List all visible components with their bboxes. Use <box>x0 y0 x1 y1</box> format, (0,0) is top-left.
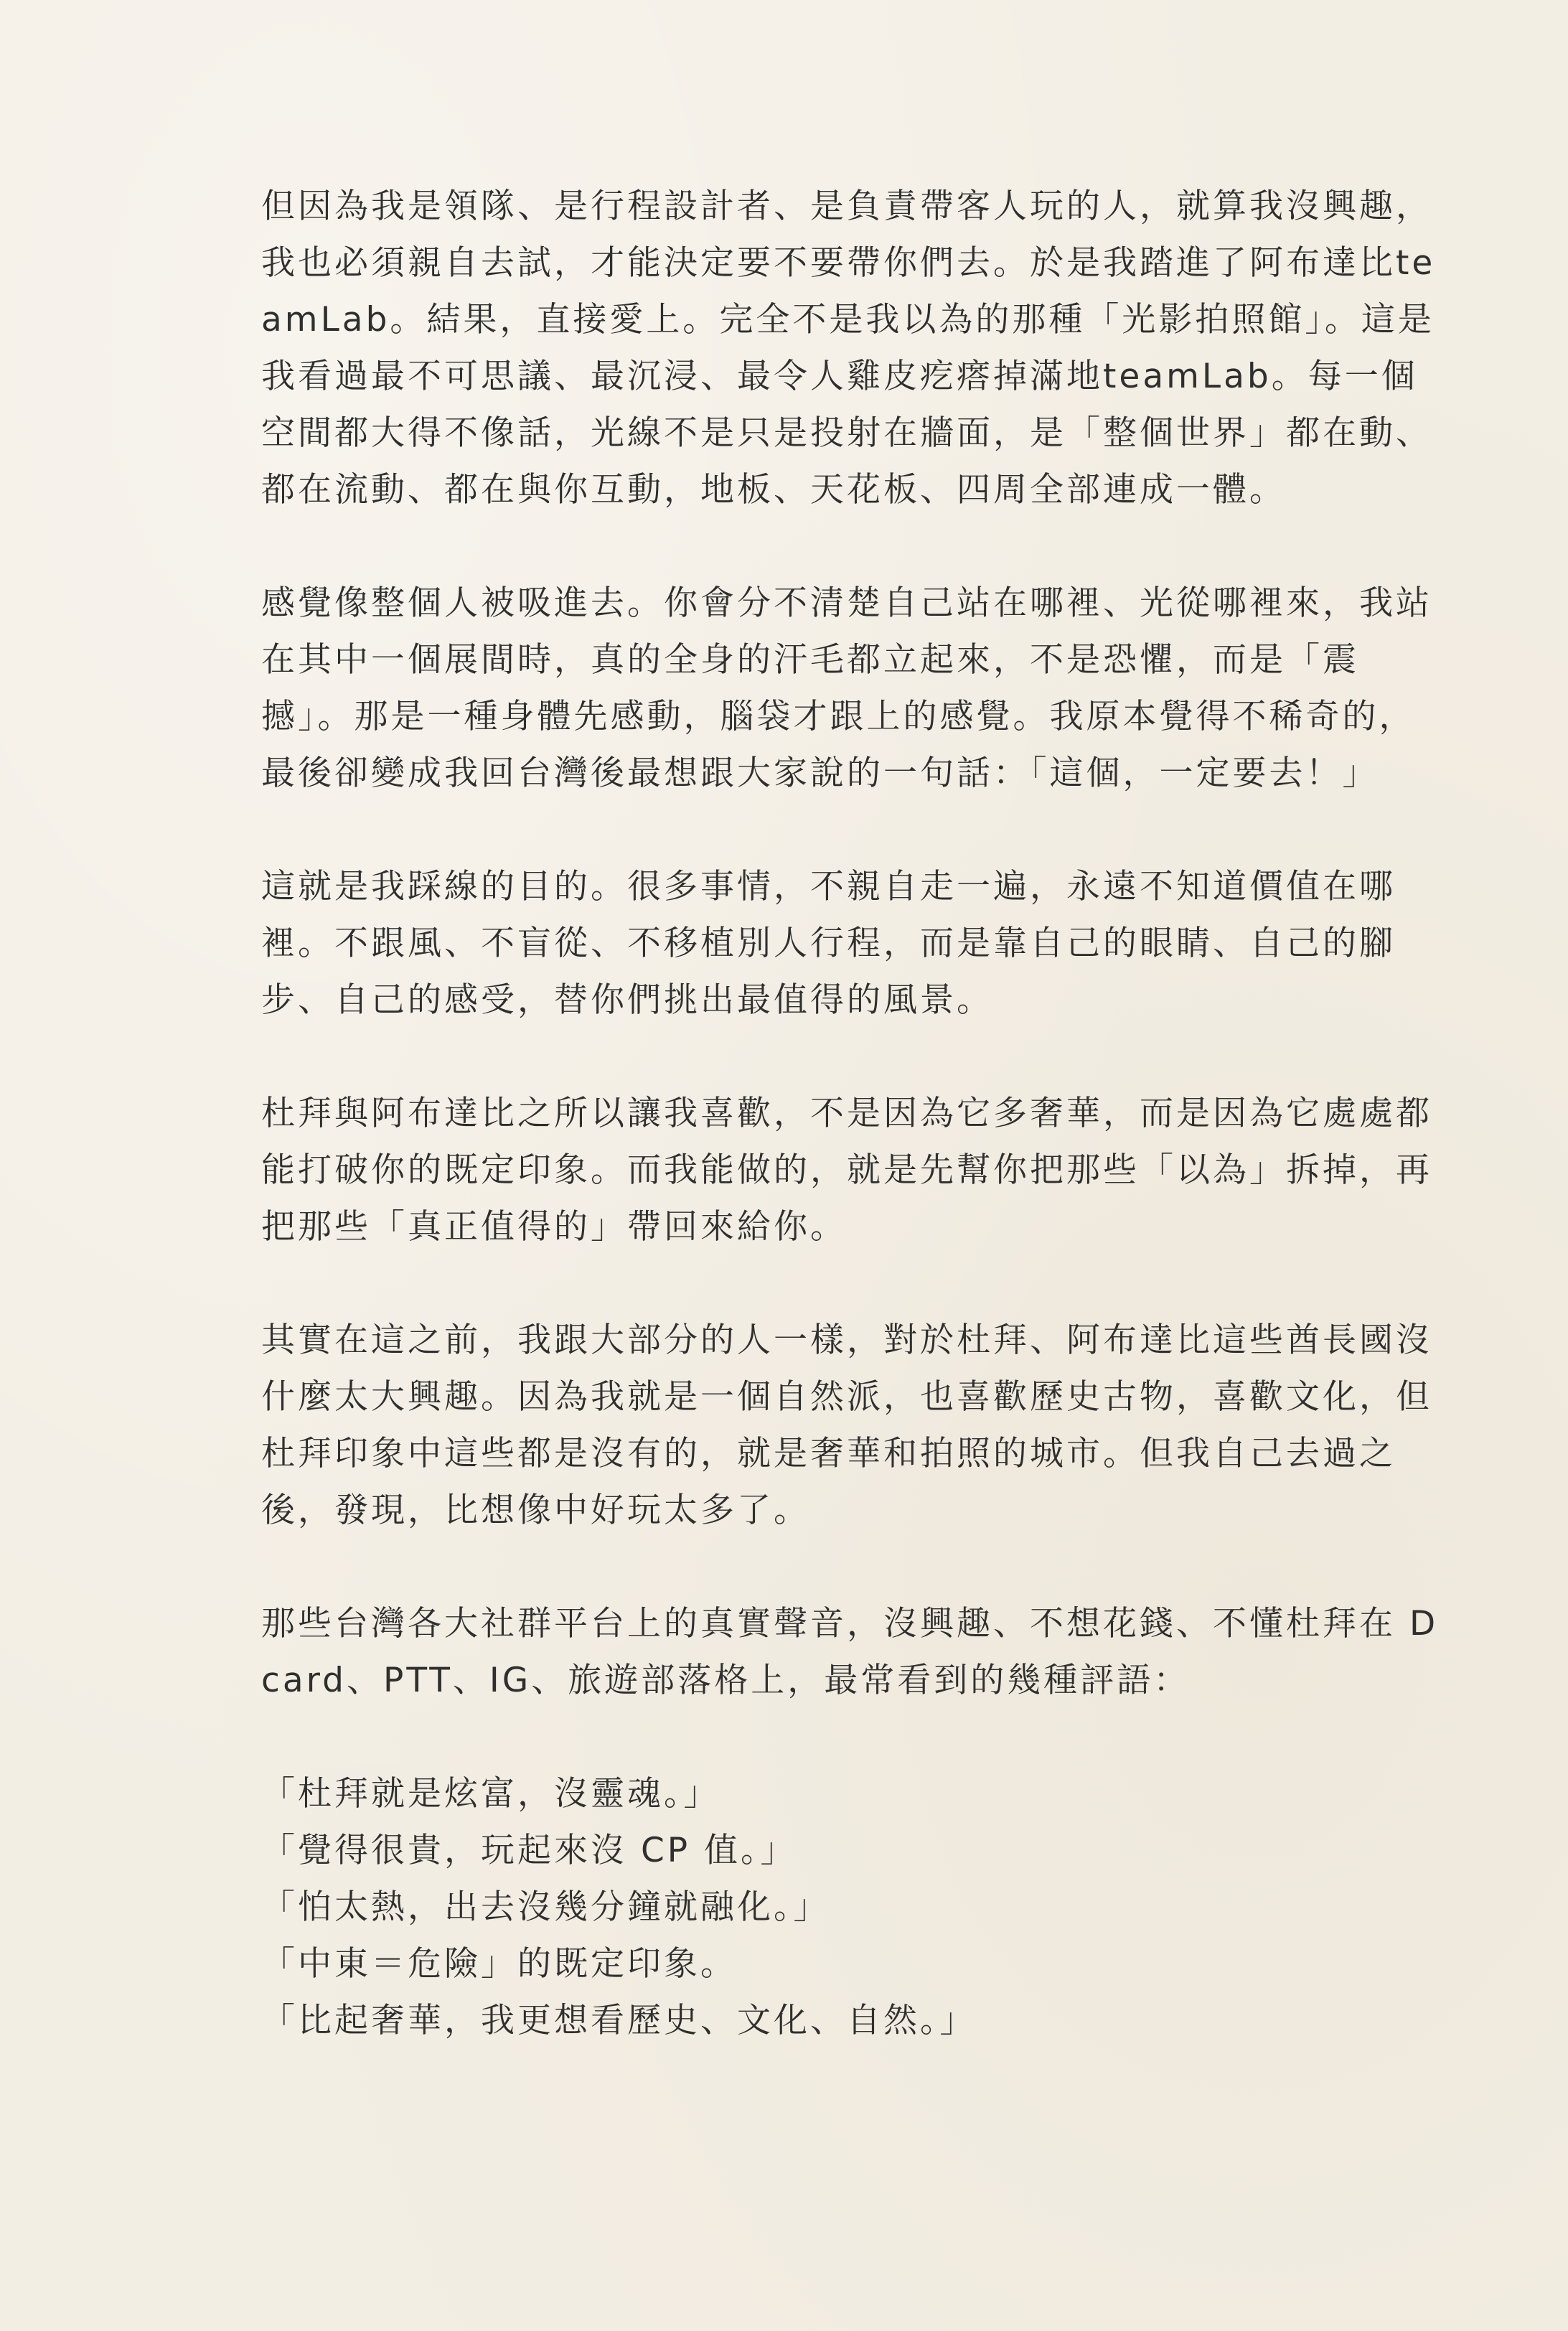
paragraph-voices: 那些台灣各大社群平台上的真實聲音，沒興趣、不想花錢、不懂杜拜在 Dcard、PTT、IG、旅遊部落格上，最常看到的幾種評語： <box>261 1604 1439 1700</box>
paragraph-spacer <box>261 802 1445 858</box>
paragraph-before: 其實在這之前，我跟大部分的人一樣，對於杜拜、阿布達比這些酋長國沒什麼太大興趣。因為我就是一個自然派，也喜歡歷史古物，喜歡文化，但杜拜印象中這些都是沒有的，就是奢華和拍照的城市。但我自己去過之後，發現，比想像中好玩太多了。 <box>261 1321 1432 1530</box>
quote-item: 「比起奢華，我更想看歷史、文化、自然。」 <box>261 2001 977 2040</box>
paragraph-spacer <box>261 1255 1445 1312</box>
paragraph-spacer <box>261 518 1445 575</box>
article-body <box>261 178 1445 2049</box>
paragraph-spacer <box>261 1709 1445 1765</box>
quote-item: 「怕太熱，出去沒幾分鐘就融化。」 <box>261 1887 830 1927</box>
paragraph-spacer <box>261 1539 1445 1595</box>
paragraph-spacer <box>261 1028 1445 1085</box>
paragraph-impression: 杜拜與阿布達比之所以讓我喜歡，不是因為它多奢華，而是因為它處處都能打破你的既定印象。而我能做的，就是先幫你把那些「以為」拆掉，再把那些「真正值得的」帶回來給你。 <box>261 1094 1432 1247</box>
quote-item: 「杜拜就是炫富，沒靈魂。」 <box>261 1774 720 1814</box>
quote-list <box>261 1765 1445 2049</box>
quote-item: 「中東＝危險」的既定印象。 <box>261 1944 737 1984</box>
paragraph-purpose: 這就是我踩線的目的。很多事情，不親自走一遍，永遠不知道價值在哪裡。不跟風、不盲從、不移植別人行程，而是靠自己的眼睛、自己的腳步、自己的感受，替你們挑出最值得的風景。 <box>261 867 1396 1020</box>
quote-item: 「覺得很貴，玩起來沒 CP 值。」 <box>261 1831 797 1870</box>
paragraph-immersion: 感覺像整個人被吸進去。你會分不清楚自己站在哪裡、光從哪裡來，我站在其中一個展間時，真的全身的汗毛都立起來，不是恐懼，而是「震撼」。那是一種身體先感動，腦袋才跟上的感覺。我原本覺得不稀奇的，最後卻變成我回台灣後最想跟大家說的一句話：「這個，一定要去！」 <box>261 583 1432 793</box>
paragraph-teamlab: 但因為我是領隊、是行程設計者、是負責帶客人玩的人，就算我沒興趣，我也必須親自去試，才能決定要不要帶你們去。於是我踏進了阿布達比teamLab。結果，直接愛上。完全不是我以為的那種「光影拍照館」。這是我看過最不可思議、最沉浸、最令人雞皮疙瘩掉滿地teamLab。每一個空間都大得不像話，光線不是只是投射在牆面，是「整個世界」都在動、都在流動、都在與你互動，地板、天花板、四周全部連成一體。 <box>261 187 1436 510</box>
